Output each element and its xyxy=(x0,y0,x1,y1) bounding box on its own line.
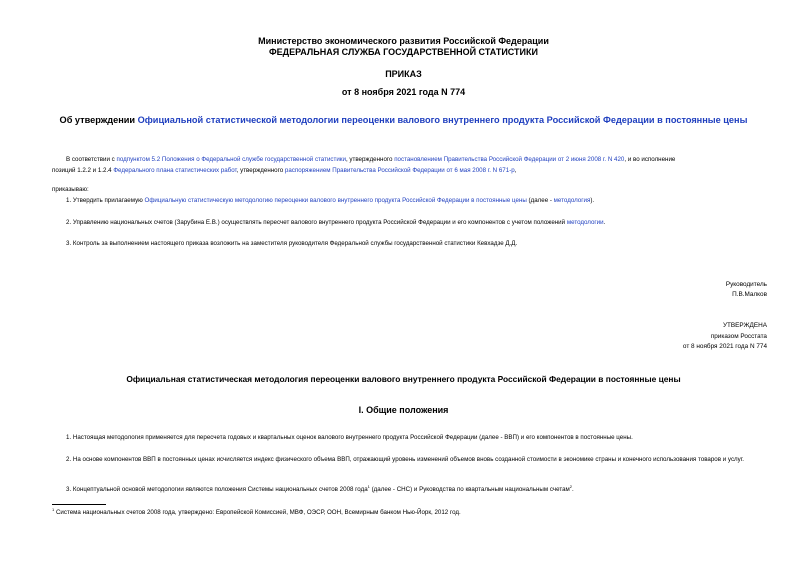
item-2 xyxy=(66,219,605,226)
service-heading: ФЕДЕРАЛЬНАЯ СЛУЖБА ГОСУДАРСТВЕННОЙ СТАТИСТИКИ xyxy=(269,47,538,57)
paragraph-text: (далее - СНС) и Руководства по квартальным национальным счетам xyxy=(369,486,570,493)
paragraph-text: . xyxy=(572,486,574,493)
signature-role: Руководитель xyxy=(725,281,767,288)
footnote-text: Система национальных счетов 2008 года, утверждено: Европейской Комиссией, МВФ, ОЭСР, ООН, Всемирным банком Нью-Йорк, 2012 год. xyxy=(54,509,461,516)
methodology-title: Официальная статистическая методология переоценки валового внутреннего продукта Российской Федерации в постоянные цены xyxy=(126,374,681,384)
preamble-text: позиций 1.2.2 и 1.2.4 xyxy=(52,167,114,174)
methodology-paragraph-3 xyxy=(66,483,574,493)
preamble-text: , утвержденного xyxy=(345,156,395,163)
approval-stamp: УТВЕРЖДЕНА xyxy=(722,322,767,329)
item-1 xyxy=(66,197,594,204)
methodology-short-link[interactable]: методология xyxy=(553,197,591,204)
methodology-paragraph-1: 1. Настоящая методология применяется для пересчета годовых и квартальных оценок валового внутреннего продукта Российской Федерации (далее - ВВП) и его компонентов в постоянные цены. xyxy=(66,434,633,441)
footnote-divider xyxy=(52,504,106,505)
preamble-text: В соответствии с xyxy=(66,156,117,163)
footnote-1 xyxy=(52,506,461,516)
signature-name: П.В.Малков xyxy=(732,291,767,298)
footnote-ref-1[interactable]: 1 xyxy=(367,483,370,489)
item-text: 2. Управлению национальных счетов (Зарубина Е.В.) осуществлять пересчет валового внутреннего продукта Российской Федерации и его компонентов с учетом положений xyxy=(66,219,567,226)
title-methodology-link[interactable]: Официальной статистической методологии переоценки валового внутреннего продукта Российской Федерации в постоянные цены xyxy=(137,115,748,125)
preamble-line-1 xyxy=(66,156,675,163)
preamble-text: , и во исполнение xyxy=(624,156,676,163)
footnote-mark: 1 xyxy=(52,506,55,512)
federal-plan-link[interactable]: Федерального плана статистических работ xyxy=(113,167,237,174)
paragraph-text: 3. Концептуальной основой методологии являются положения Системы национальных счетов 2008 года xyxy=(66,486,368,493)
footnote-ref-2[interactable]: 2 xyxy=(569,483,573,489)
title-prefix: Об утверждении xyxy=(59,115,138,125)
document-type: ПРИКАЗ xyxy=(385,69,422,79)
government-decree-link[interactable]: постановлением Правительства Российской Федерации от 2 июня 2008 г. N 420 xyxy=(394,156,625,163)
item-text: (далее - xyxy=(526,197,554,204)
page-title xyxy=(0,115,807,125)
methodology-link[interactable]: Официальную статистическую методологию переоценки валового внутреннего продукта Российской Федерации в постоянные цены xyxy=(144,197,527,204)
regulation-link[interactable]: подпунктом 5.2 Положения о Федеральной службе государственной статистики xyxy=(116,156,346,163)
preamble-text: , xyxy=(514,167,517,174)
preamble-text: , утвержденного xyxy=(236,167,285,174)
methodology-provisions-link[interactable]: методологии xyxy=(566,219,604,226)
approval-by-order: приказом Росстата xyxy=(710,333,767,340)
order-date-number: от 8 ноября 2021 года N 774 xyxy=(341,87,466,97)
methodology-paragraph-2: 2. На основе компонентов ВВП в постоянных ценах исчисляется индекс физического объема ВВП, отражающий уровень изменений объемов вновь созданной стоимости в экономике страны и конечного использования товаров и услуг. xyxy=(66,456,744,463)
section-heading: I. Общие положения xyxy=(358,405,449,415)
item-text: . xyxy=(603,219,606,226)
item-3: 3. Контроль за выполнением настоящего приказа возложить на заместителя руководителя Федеральной службы государственной статистики Кевхадзе Д.Д. xyxy=(66,240,518,247)
approval-date: от 8 ноября 2021 года N 774 xyxy=(682,343,767,350)
order-word: приказываю: xyxy=(52,186,89,193)
government-order-link[interactable]: распоряжением Правительства Российской Федерации от 6 мая 2008 г. N 671-р xyxy=(284,167,515,174)
preamble-line-2 xyxy=(52,167,516,174)
item-text: 1. Утвердить прилагаемую xyxy=(66,197,145,204)
item-text: ). xyxy=(590,197,595,204)
ministry-heading: Министерство экономического развития Российской Федерации xyxy=(258,36,549,46)
